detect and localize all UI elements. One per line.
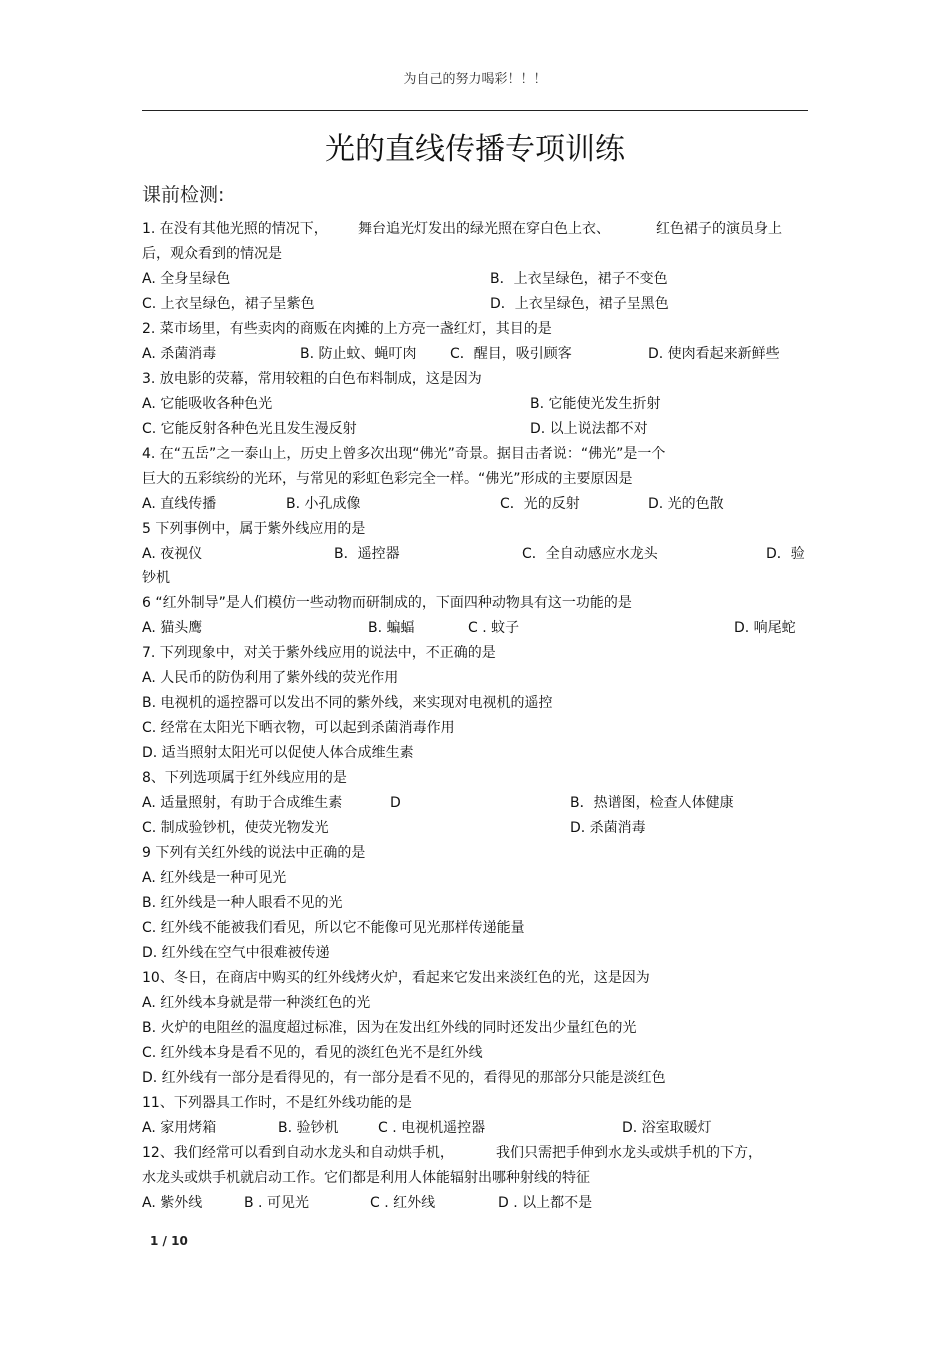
header-divider xyxy=(142,110,808,111)
question-line xyxy=(0,393,950,415)
question-line xyxy=(0,1067,950,1089)
question-text: B. 火炉的电阻丝的温度超过标准，因为在发出红外线的同时还发出少量红色的光 xyxy=(142,1020,637,1036)
question-text: C. 经常在太阳光下晒衣物，可以起到杀菌消毒作用 xyxy=(142,720,455,736)
question-text: 水龙头或烘手机就启动工作。它们都是利用人体能辐射出哪种射线的特征 xyxy=(142,1170,590,1186)
question-text: C. 红外线不能被我们看见，所以它不能像可见光那样传递能量 xyxy=(142,920,525,936)
header-motto: 为自己的努力喝彩！！！ xyxy=(403,72,547,87)
question-text: A. 适量照射，有助于合成维生素 xyxy=(142,795,343,811)
question-line xyxy=(0,742,950,764)
question-line xyxy=(0,368,950,390)
question-text: B. 小孔成像 xyxy=(286,496,361,512)
question-line xyxy=(0,268,950,290)
question-line xyxy=(0,1042,950,1064)
question-text: A. 人民币的防伪利用了紫外线的荧光作用 xyxy=(142,670,399,686)
question-line xyxy=(0,767,950,789)
question-line xyxy=(0,1142,950,1164)
question-line xyxy=(0,493,950,515)
question-text: C. 制成验钞机，使荧光物发光 xyxy=(142,820,329,836)
question-text: A. 杀菌消毒 xyxy=(142,346,217,362)
question-text: 11、下列器具工作时，不是红外线功能的是 xyxy=(142,1095,412,1111)
question-line xyxy=(0,318,950,340)
question-text: C . 蚊子 xyxy=(468,620,520,636)
question-text: C．全自动感应水龙头 xyxy=(522,546,658,562)
question-text: A. 红外线是一种可见光 xyxy=(142,870,287,886)
question-text: A. 家用烤箱 xyxy=(142,1120,217,1136)
question-line xyxy=(0,1167,950,1189)
question-line xyxy=(0,1017,950,1039)
question-text: D. 响尾蛇 xyxy=(734,620,796,636)
question-line xyxy=(0,243,950,265)
question-text: A. 红外线本身就是带一种淡红色的光 xyxy=(142,995,371,1011)
question-line xyxy=(0,992,950,1014)
question-text: C . 红外线 xyxy=(370,1195,436,1211)
question-text: B. 电视机的遥控器可以发出不同的紫外线，来实现对电视机的遥控 xyxy=(142,695,553,711)
question-line xyxy=(0,867,950,889)
question-text: 我们只需把手伸到水龙头或烘手机的下方， xyxy=(496,1145,762,1161)
question-text: 6 “红外制导”是人们模仿一些动物而研制成的，下面四种动物具有这一功能的是 xyxy=(142,595,632,611)
question-text: C. 上衣呈绿色，裙子呈紫色 xyxy=(142,296,315,312)
question-line xyxy=(0,667,950,689)
question-text: 8、下列选项属于红外线应用的是 xyxy=(142,770,347,786)
question-text: B．热谱图，检查人体健康 xyxy=(570,795,734,811)
question-text: 12、我们经常可以看到自动水龙头和自动烘手机， xyxy=(142,1145,454,1161)
question-text: D. 浴室取暖灯 xyxy=(622,1120,712,1136)
question-text: 3. 放电影的荧幕，常用较粗的白色布料制成，这是因为 xyxy=(142,371,482,387)
question-line xyxy=(0,917,950,939)
question-text: 红色裙子的演员身上 xyxy=(656,221,782,237)
question-line xyxy=(0,543,950,565)
question-text: C . 电视机遥控器 xyxy=(378,1120,486,1136)
question-text: B．上衣呈绿色，裙子不变色 xyxy=(490,271,668,287)
question-text: A. 猫头鹰 xyxy=(142,620,203,636)
question-text: B. 红外线是一种人眼看不见的光 xyxy=(142,895,343,911)
question-text: B . 可见光 xyxy=(244,1195,309,1211)
question-text: 7. 下列现象中，对关于紫外线应用的说法中，不正确的是 xyxy=(142,645,496,661)
question-text: 1. 在没有其他光照的情况下， xyxy=(142,221,328,237)
question-text: B. 它能使光发生折射 xyxy=(530,396,661,412)
question-text: A. 它能吸收各种色光 xyxy=(142,396,273,412)
question-line xyxy=(0,592,950,614)
question-line xyxy=(0,1117,950,1139)
question-text: D xyxy=(390,795,401,811)
question-line xyxy=(0,892,950,914)
question-line xyxy=(0,617,950,639)
question-text: D. 适当照射太阳光可以促使人体合成维生素 xyxy=(142,745,414,761)
question-line xyxy=(0,418,950,440)
question-text: D. 光的色散 xyxy=(648,496,724,512)
question-text: 5 下列事例中，属于紫外线应用的是 xyxy=(142,521,366,537)
question-text: 2. 菜市场里，有些卖肉的商贩在肉摊的上方亮一盏红灯，其目的是 xyxy=(142,321,552,337)
question-text: D．上衣呈绿色，裙子呈黑色 xyxy=(490,296,669,312)
question-text: D. 红外线在空气中很难被传递 xyxy=(142,945,330,961)
question-text: D. 以上说法都不对 xyxy=(530,421,648,437)
question-line xyxy=(0,567,950,589)
question-text: B. 验钞机 xyxy=(278,1120,339,1136)
question-text: 舞台追光灯发出的绿光照在穿白色上衣、 xyxy=(358,221,610,237)
question-text: D. 红外线有一部分是看得见的，有一部分是看不见的，看得见的那部分只能是淡红色 xyxy=(142,1070,666,1086)
question-text: D . 以上都不是 xyxy=(498,1195,593,1211)
question-text: A. 紫外线 xyxy=(142,1195,203,1211)
question-text: 后，观众看到的情况是 xyxy=(142,246,282,262)
question-text: C. 红外线本身是看不见的，看见的淡红色光不是红外线 xyxy=(142,1045,483,1061)
question-text: B. 蝙蝠 xyxy=(368,620,415,636)
question-text: A. 夜视仪 xyxy=(142,546,203,562)
question-line xyxy=(0,942,950,964)
question-text: D. 杀菌消毒 xyxy=(570,820,646,836)
question-text: C．醒目，吸引顾客 xyxy=(450,346,572,362)
page-number: 1 / 10 xyxy=(150,1234,188,1248)
question-line xyxy=(0,842,950,864)
question-text: A. 全身呈绿色 xyxy=(142,271,231,287)
question-text: 巨大的五彩缤纷的光环，与常见的彩虹色彩完全一样。“佛光”形成的主要原因是 xyxy=(142,471,633,487)
question-text: D．验 xyxy=(766,546,805,562)
question-line xyxy=(0,343,950,365)
question-text: B．遥控器 xyxy=(334,546,400,562)
question-line xyxy=(0,642,950,664)
question-text: 4. 在“五岳”之一泰山上，历史上曾多次出现“佛光”奇景。据目击者说：“佛光”是一个 xyxy=(142,446,666,462)
question-line xyxy=(0,443,950,465)
question-text: A. 直线传播 xyxy=(142,496,217,512)
question-line xyxy=(0,967,950,989)
question-line xyxy=(0,218,950,240)
page-title: 光的直线传播专项训练 xyxy=(325,132,625,167)
question-line xyxy=(0,1192,950,1214)
section-heading: 课前检测: xyxy=(142,184,225,206)
question-text: C. 它能反射各种色光且发生漫反射 xyxy=(142,421,357,437)
question-line xyxy=(0,692,950,714)
question-text: 9 下列有关红外线的说法中正确的是 xyxy=(142,845,366,861)
question-line xyxy=(0,792,950,814)
question-line xyxy=(0,293,950,315)
question-line xyxy=(0,468,950,490)
question-text: C．光的反射 xyxy=(500,496,580,512)
question-line xyxy=(0,817,950,839)
question-line xyxy=(0,717,950,739)
question-line xyxy=(0,518,950,540)
question-text: 钞机 xyxy=(142,570,170,586)
question-text: 10、冬日，在商店中购买的红外线烤火炉，看起来它发出来淡红色的光，这是因为 xyxy=(142,970,650,986)
question-line xyxy=(0,1092,950,1114)
question-text: B. 防止蚊、蝇叮肉 xyxy=(300,346,417,362)
question-text: D. 使肉看起来新鲜些 xyxy=(648,346,780,362)
